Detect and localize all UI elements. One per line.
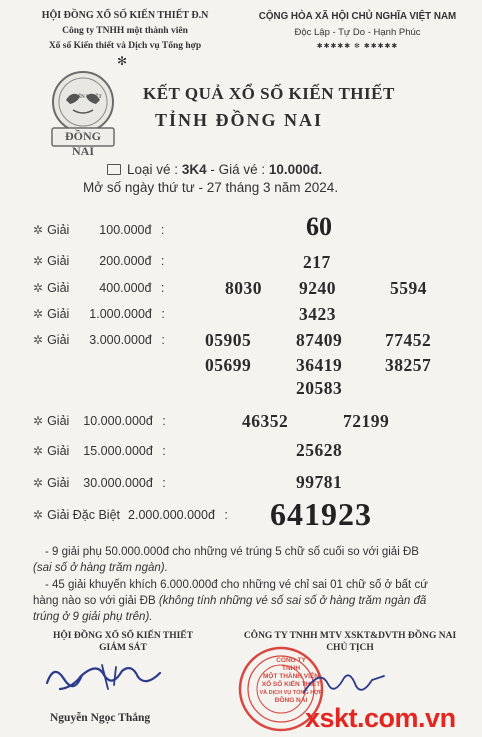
prize-6-number: 8030 — [225, 278, 262, 298]
motto-line: Độc Lập - Tự Do - Hạnh Phúc — [294, 27, 421, 38]
prize-star-icon: ✲ — [33, 281, 44, 295]
special-prize-title: Giải Đặc Biệt — [47, 508, 121, 522]
special-prize-amount: 2.000.000.000đ — [128, 508, 215, 522]
prize-row-2-label — [33, 444, 166, 458]
province-title: TỈNH ĐỒNG NAI — [155, 110, 324, 130]
prize-1-number: 99781 — [296, 472, 343, 492]
seal-line: TNHH — [281, 665, 301, 672]
prize-label: Giải — [47, 254, 70, 268]
prize-label: Giải — [47, 333, 70, 347]
ticket-type-label: Loại vé — [127, 162, 171, 177]
prize-4-number: 20583 — [296, 378, 343, 398]
prize-2-amount: 15.000.000đ — [83, 444, 153, 458]
prize-label: Giải — [47, 281, 70, 295]
prize-row-4-label — [33, 333, 165, 347]
prize-6-number: 5594 — [390, 278, 427, 298]
prize-label: Giải — [47, 307, 70, 321]
right-signature-title: CÔNG TY TNHH MTV XSKT&DVTH ĐỒNG NAI — [243, 631, 457, 641]
ticket-price-label: Giá vé — [218, 162, 258, 177]
ticket-info-line: Loại vé : 3K4 - Giá vé : 10.000đ. — [107, 162, 322, 177]
republic-header: CỘNG HÒA XÃ HỘI CHỦ NGHĨA VIỆT NAM — [258, 11, 457, 22]
prize-row-7-label — [33, 254, 164, 268]
results-title: KẾT QUẢ XỔ SỐ KIẾN THIẾT — [143, 84, 395, 103]
draw-date: Mở số ngày thứ tư - 27 tháng 3 năm 2024. — [83, 180, 339, 195]
prize-colon: : — [224, 508, 228, 522]
brand-watermark: xskt.com.vn — [305, 703, 456, 733]
prize-star-icon: ✲ — [33, 254, 44, 268]
left-signer-name: Nguyễn Ngọc Thắng — [50, 712, 151, 724]
prize-3-number: 72199 — [343, 411, 390, 431]
prize-colon: : — [161, 307, 165, 321]
prize-row-6-label — [33, 281, 164, 295]
prize-4-number: 38257 — [385, 355, 432, 375]
seal-line: ĐỒNG NAI — [274, 697, 308, 704]
council-header: HỘI ĐỒNG XỔ SỐ KIẾN THIẾT Đ.N — [41, 10, 209, 21]
prize-4-amount: 3.000.000đ — [89, 333, 152, 347]
company-service-line: Xổ số Kiến thiết và Dịch vụ Tổng hợp — [48, 41, 202, 51]
prize-row-1-label — [33, 476, 166, 490]
note-2-line-a: - 45 giải khuyến khích 6.000.000đ cho những vé chỉ sai 01 chữ số ở bất cứ — [45, 579, 428, 591]
prize-7-number: 217 — [303, 252, 331, 272]
prize-colon: : — [162, 476, 166, 490]
ticket-price-value: 10.000đ. — [268, 162, 323, 177]
right-signature-icon — [300, 662, 390, 702]
prize-5-number: 3423 — [299, 304, 336, 324]
prize-label: Giải — [47, 223, 70, 237]
note-1 — [33, 544, 468, 576]
prize-1-amount: 30.000.000đ — [83, 476, 153, 490]
prize-8-amount: 100.000đ — [99, 223, 152, 237]
prize-7-amount: 200.000đ — [99, 254, 152, 268]
left-signature-role: GIÁM SÁT — [99, 643, 147, 653]
prize-4-number: 77452 — [385, 330, 432, 350]
seal-line: CÔNG TY — [276, 657, 306, 664]
prize-label: Giải — [47, 444, 70, 458]
prize-label: Giải — [47, 476, 70, 490]
prize-colon: : — [161, 333, 165, 347]
prize-colon: : — [160, 254, 165, 268]
left-signature-title: HỘI ĐỒNG XỔ SỐ KIẾN THIẾT — [53, 631, 193, 641]
prize-colon: : — [162, 414, 166, 428]
prize-row-8-label — [33, 223, 164, 237]
logo-top-text: KIẾN THIẾT — [72, 95, 102, 100]
special-prize-label — [33, 508, 228, 522]
prize-row-3-label — [33, 414, 166, 428]
prize-6-amount: 400.000đ — [99, 281, 152, 295]
special-prize-number: 641923 — [270, 496, 372, 532]
ticket-type-value: 3K4 — [181, 162, 207, 177]
prize-star-icon: ✲ — [33, 444, 44, 458]
prize-star-icon: ✲ — [33, 223, 44, 237]
prize-4-number: 05905 — [205, 330, 252, 350]
prize-row-5-label — [33, 307, 165, 321]
prize-star-icon: ✲ — [33, 414, 44, 428]
note-2-line-b: hàng nào so với giải ĐB — [33, 595, 156, 607]
prize-4-number: 36419 — [296, 355, 343, 375]
note-2-line-d: trúng ở 9 giải phụ trên). — [33, 611, 153, 623]
note-1-line-b: (sai số ở hàng trăm ngàn). — [33, 562, 168, 574]
note-2-line-c: (không tính những vé số sai số ở hàng trăm ngàn đã — [158, 595, 427, 607]
prize-colon: : — [160, 223, 165, 237]
prize-6-number: 9240 — [299, 278, 336, 298]
prize-colon: : — [160, 281, 165, 295]
right-signature-role: CHỦ TỊCH — [326, 643, 374, 653]
prize-3-number: 46352 — [242, 411, 289, 431]
prize-4-number: 87409 — [296, 330, 343, 350]
prize-star-icon: ✲ — [33, 508, 44, 522]
motto-stars: ✱✱✱✱✱ ✻ ✱✱✱✱✱ — [316, 43, 399, 50]
seal-line: VÀ DỊCH VỤ TỔNG HỢP — [259, 690, 323, 696]
prize-label: Giải — [47, 414, 70, 428]
prize-4-number: 05699 — [205, 355, 252, 375]
prize-5-amount: 1.000.000đ — [89, 307, 152, 321]
prize-star-icon: ✲ — [33, 333, 44, 347]
left-signature-icon — [42, 653, 172, 698]
prize-star-icon: ✲ — [33, 476, 44, 490]
prize-8-number: 60 — [306, 212, 332, 241]
header-star: ✻ — [116, 54, 128, 68]
prize-2-number: 25628 — [296, 440, 343, 460]
seal-line: MỘT THÀNH VIÊN — [263, 673, 319, 680]
note-1-line-a: - 9 giải phụ 50.000.000đ cho những vé trúng 5 chữ số cuối so với giải ĐB — [45, 546, 419, 558]
logo-bottom-text: ĐỒNG NAI — [65, 129, 101, 158]
prize-3-amount: 10.000.000đ — [83, 414, 153, 428]
prize-star-icon: ✲ — [33, 307, 44, 321]
dong-nai-logo — [48, 70, 118, 158]
prize-colon: : — [162, 444, 166, 458]
company-name-line: Công ty TNHH một thành viên — [62, 26, 188, 36]
note-2 — [33, 577, 473, 625]
seal-line: XỔ SỐ KIẾN THIẾT — [261, 681, 321, 688]
ticket-icon — [107, 164, 121, 175]
